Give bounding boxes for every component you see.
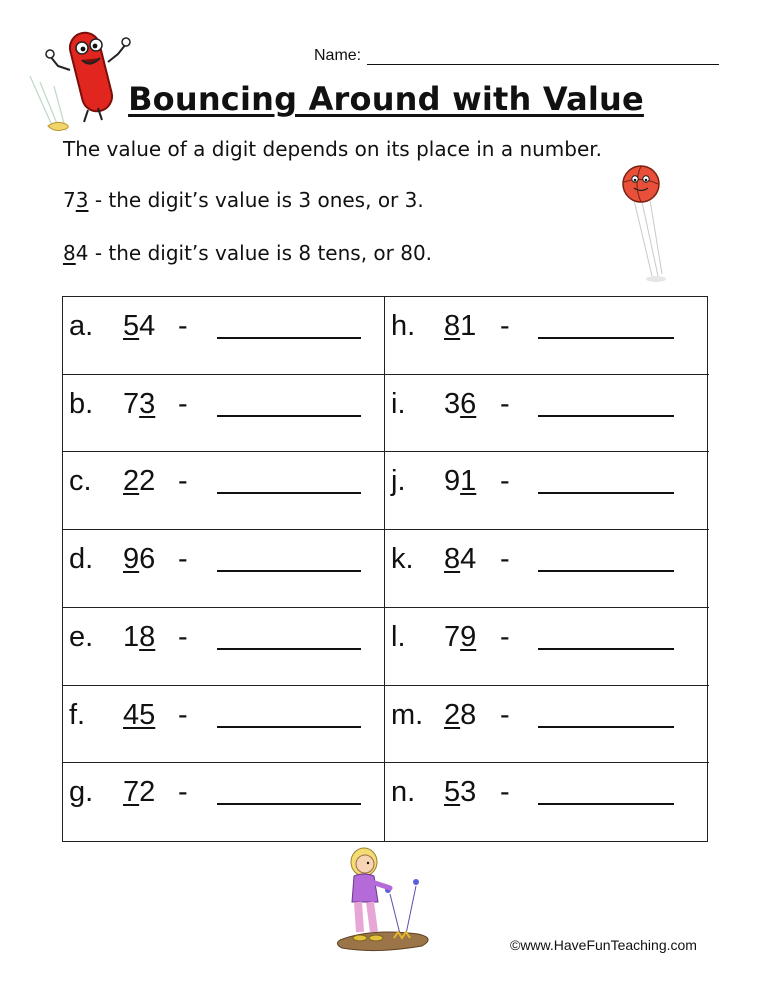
answer-blank[interactable] [538, 648, 674, 650]
problem-number: 53 [444, 776, 477, 809]
problem-label: g. [69, 776, 94, 809]
underlined-digit: 7 [123, 776, 140, 809]
underlined-digit: 2 [123, 465, 140, 498]
problem-number: 81 [444, 310, 477, 342]
underlined-digit: 45 [123, 698, 156, 731]
example-1: 73 - the digit’s value is 3 ones, or 3. [63, 188, 424, 212]
problem-label: d. [69, 543, 94, 576]
answer-blank[interactable] [217, 492, 361, 494]
problem-cell [63, 763, 385, 841]
answer-blank[interactable] [538, 337, 674, 339]
problem-cell [63, 452, 385, 530]
underlined-digit: 8 [444, 543, 461, 576]
problem-label: k. [391, 543, 414, 576]
problem-label: h. [391, 310, 416, 342]
answer-blank[interactable] [538, 492, 674, 494]
problem-number: 96 [123, 543, 156, 576]
basketball-mascot-illustration [612, 160, 678, 286]
underlined-digit: 6 [460, 387, 477, 420]
problem-number: 79 [444, 620, 477, 653]
answer-blank[interactable] [538, 415, 674, 417]
problem-number: 73 [123, 387, 156, 420]
problem-cell [63, 530, 385, 608]
answer-blank[interactable] [217, 337, 361, 339]
problem-cell [385, 297, 709, 375]
problem-dash: - [500, 310, 510, 342]
underlined-digit: 5 [123, 310, 140, 342]
copyright-footer: ©www.HaveFunTeaching.com [510, 937, 697, 953]
problem-dash: - [178, 310, 188, 342]
problem-label: l. [391, 620, 406, 653]
name-field[interactable] [314, 47, 719, 65]
problem-dash: - [500, 543, 510, 576]
answer-blank[interactable] [217, 648, 361, 650]
problem-dash: - [500, 698, 510, 731]
underlined-digit: 1 [460, 465, 477, 498]
problem-number: 22 [123, 465, 156, 498]
problem-cell [63, 297, 385, 375]
problem-label: e. [69, 620, 94, 653]
problem-label: m. [391, 698, 424, 731]
name-line[interactable] [367, 50, 719, 65]
answer-blank[interactable] [217, 726, 361, 728]
problem-dash: - [178, 465, 188, 498]
problem-dash: - [500, 620, 510, 653]
problem-number: 72 [123, 776, 156, 809]
underlined-digit: 8 [63, 241, 76, 265]
problem-dash: - [500, 465, 510, 498]
problem-number: 84 [444, 543, 477, 576]
problem-number: 91 [444, 465, 477, 498]
problem-dash: - [178, 620, 188, 653]
answer-blank[interactable] [538, 570, 674, 572]
problem-cell [385, 763, 709, 841]
problem-number [123, 699, 155, 732]
answer-blank[interactable] [538, 803, 674, 805]
underlined-digit: 3 [75, 188, 89, 212]
page-title: Bouncing Around with Value [128, 80, 644, 118]
problem-label: f. [69, 698, 86, 731]
problem-cell [63, 608, 385, 686]
underlined-digit: 8 [139, 620, 156, 653]
problem-label: b. [69, 387, 94, 420]
answer-blank[interactable] [217, 415, 361, 417]
problem-dash: - [178, 698, 188, 731]
problem-cell [385, 375, 709, 453]
answer-blank[interactable] [217, 803, 361, 805]
problem-cell [63, 375, 385, 453]
problem-dash: - [178, 543, 188, 576]
problem-dash: - [500, 387, 510, 420]
intro-text: The value of a digit depends on its place in a number. [63, 137, 603, 161]
problem-label: a. [69, 310, 94, 342]
problem-cell [385, 686, 709, 764]
problem-number: 18 [123, 620, 156, 653]
problem-dash: - [178, 387, 188, 420]
example-2: 84 - the digit’s value is 8 tens, or 80. [63, 241, 433, 265]
problem-dash: - [178, 776, 188, 809]
answer-blank[interactable] [538, 726, 674, 728]
problem-dash: - [500, 776, 510, 809]
underlined-digit: 9 [460, 620, 477, 653]
underlined-digit: 2 [444, 698, 461, 731]
problem-number: 36 [444, 387, 477, 420]
problem-label: j. [391, 465, 406, 498]
problem-label: n. [391, 776, 416, 809]
answer-blank[interactable] [217, 570, 361, 572]
underlined-digit: 3 [139, 387, 156, 420]
problem-number: 28 [444, 698, 477, 731]
problem-number: 54 [123, 310, 156, 342]
girl-playing-illustration [334, 842, 438, 954]
problem-cell [385, 530, 709, 608]
problem-cell [385, 452, 709, 530]
underlined-digit: 9 [123, 543, 140, 576]
problem-label: c. [69, 465, 92, 498]
problem-label: i. [391, 387, 406, 420]
problem-cell [385, 608, 709, 686]
underlined-digit: 8 [444, 310, 461, 342]
underlined-digit: 5 [444, 776, 461, 809]
name-label: Name: [314, 47, 362, 64]
hotdog-mascot-illustration [18, 18, 138, 136]
problems-table [62, 296, 708, 842]
problem-cell [63, 686, 385, 764]
